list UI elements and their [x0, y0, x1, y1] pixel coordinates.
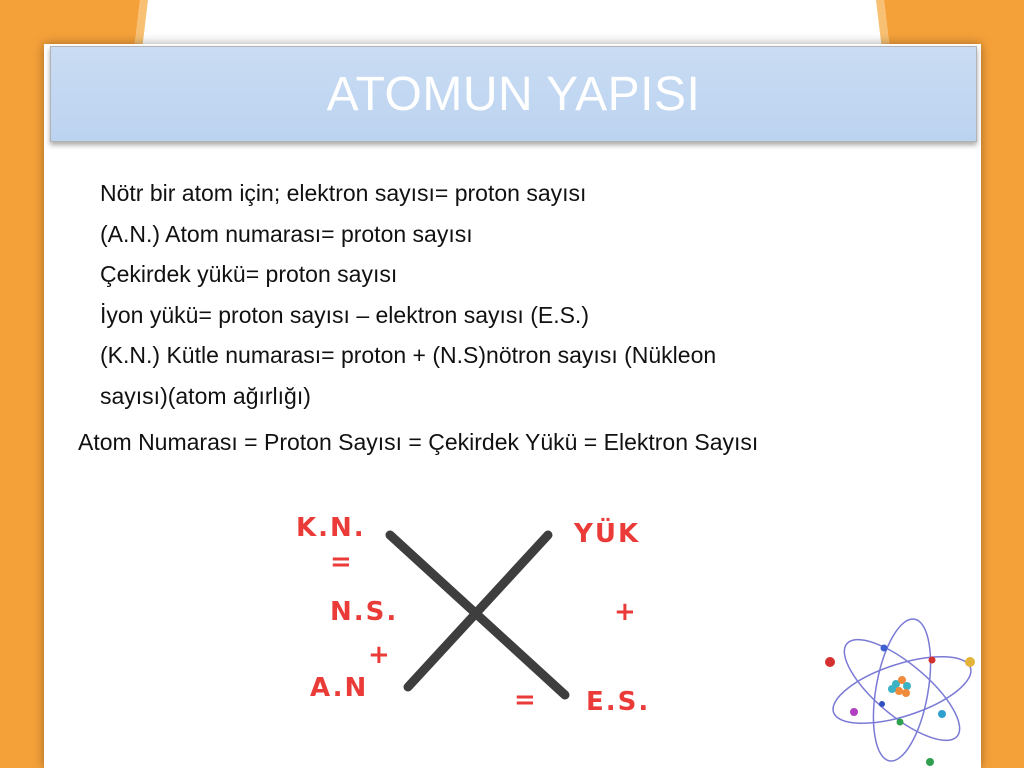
- label-ns: N.S.: [330, 597, 399, 627]
- label-yuk: YÜK: [574, 519, 641, 549]
- cross-diagram: [290, 505, 680, 725]
- label-equals-2: =: [514, 685, 538, 715]
- body-line: Çekirdek yükü= proton sayısı: [100, 261, 398, 287]
- summary-equation: Atom Numarası = Proton Sayısı = Çekirdek Yükü = Elektron Sayısı: [78, 429, 759, 455]
- body-line: sayısı)(atom ağırlığı): [100, 382, 311, 409]
- label-plus-2: +: [614, 597, 638, 627]
- body-line: Nötr bir atom için; elektron sayısı= proton sayısı: [100, 180, 587, 206]
- slide-title: ATOMUN YAPISI: [326, 67, 701, 121]
- body-text: [100, 173, 960, 416]
- body-line: İyon yükü= proton sayısı – elektron sayısı (E.S.): [100, 301, 589, 328]
- body-line: (A.N.) Atom numarası= proton sayısı: [100, 220, 473, 247]
- label-equals-1: =: [330, 547, 354, 577]
- label-es: E.S.: [586, 687, 651, 717]
- body-line: (K.N.) Kütle numarası= proton + (N.S)nötron sayısı (Nükleon: [100, 342, 717, 368]
- title-bar: [50, 46, 977, 142]
- label-plus-1: +: [368, 640, 392, 670]
- atom-icon: [822, 612, 982, 768]
- label-an: A.N: [310, 673, 369, 703]
- label-kn: K.N.: [296, 513, 366, 543]
